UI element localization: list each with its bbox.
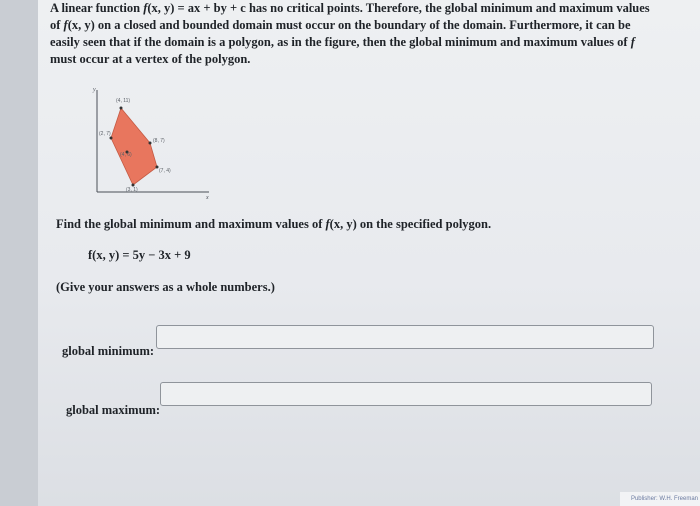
intro-func-2: f (63, 18, 68, 32)
global-maximum-label: global maximum: (66, 403, 161, 417)
intro-text-1: A linear function (50, 1, 144, 15)
vertex-8-7 (149, 142, 152, 145)
question-page (38, 0, 700, 506)
vertex-label-3-1: (3, 1) (126, 187, 138, 193)
intro-paragraph (50, 0, 660, 68)
x-axis-label: x (206, 195, 209, 200)
vertex-label-7-4: (7, 4) (159, 168, 171, 174)
answer-hint: (Give your answers as a whole numbers.) (56, 280, 275, 294)
y-axis-label: y (93, 87, 96, 93)
global-minimum-label: global minimum: (62, 344, 155, 358)
question-func: f (325, 217, 330, 231)
function-formula: f(x, y) = 5y − 3x + 9 (88, 248, 191, 262)
vertex-label-4-11: (4, 11) (116, 98, 131, 104)
publisher-footer: Publisher: W.H. Freeman (620, 492, 700, 506)
vertex-label-8-7: (8, 7) (153, 138, 165, 144)
global-minimum-input[interactable] (156, 325, 654, 349)
intro-func-3: f (630, 35, 635, 49)
intro-text-3: has no critical points. Therefore, the global minimum and maximum values of (50, 1, 650, 32)
intro-text-5: must occur at a vertex of the polygon. (50, 52, 251, 66)
vertex-4-11 (120, 107, 123, 110)
domain-polygon (111, 108, 157, 185)
vertex-label-2-7: (2, 7) (99, 131, 111, 137)
question-text-post: (x, y) on the specified polygon. (329, 217, 492, 231)
global-maximum-input[interactable] (160, 382, 652, 406)
vertex-label-4-6: (4, 6) (120, 152, 132, 158)
intro-func-1: f (143, 1, 148, 15)
polygon-figure (83, 82, 213, 200)
intro-text-4: (x, y) on a closed and bounded domain must occur on the boundary of the domain. Furthermore, it can be easily seen that if the domain is a polygon, as in the figure, then the global minimum and maximum values of (50, 18, 631, 49)
question-text-pre: Find the global minimum and maximum values of (56, 217, 326, 231)
question-text (56, 217, 491, 232)
intro-text-2: (x, y) = ax + by + c (147, 1, 246, 15)
